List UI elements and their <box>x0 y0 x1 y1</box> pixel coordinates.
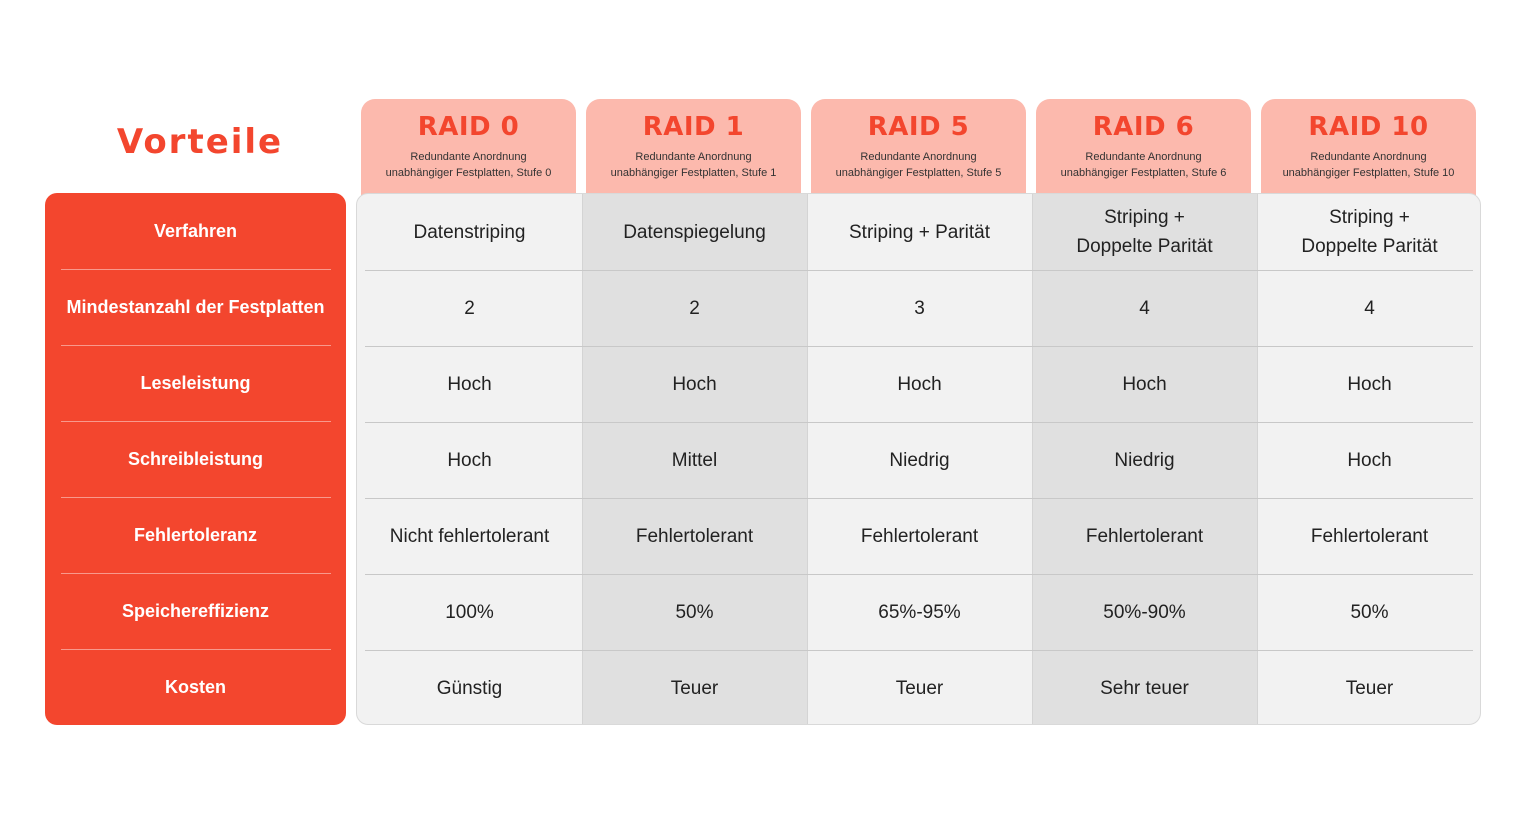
column-subtitle: Redundante Anordnung unabhängiger Festplatten, Stufe 1 <box>610 151 777 179</box>
row-label: Speichereffizienz <box>121 600 270 621</box>
column-subtitle: Redundante Anordnung unabhängiger Festplatten, Stufe 5 <box>835 151 1002 179</box>
column-header <box>361 99 576 196</box>
table-cell: 65%-95% <box>878 601 961 623</box>
page-title: Vorteile <box>116 122 284 162</box>
table-cell: Mittel <box>671 449 718 471</box>
table-cell: Hoch <box>1347 373 1392 395</box>
table-cell: Nicht fehlertolerant <box>389 525 550 547</box>
table-cell: Fehlertolerant <box>1310 525 1429 547</box>
column-header <box>811 99 1026 196</box>
table-cell: Hoch <box>897 373 942 395</box>
column-header <box>1036 99 1251 196</box>
column-title: RAID 6 <box>1092 112 1195 142</box>
table-cell: 4 <box>1364 297 1375 319</box>
table-cell: Niedrig <box>1114 449 1175 471</box>
table-cell: Fehlertolerant <box>635 525 754 547</box>
column-title: RAID 1 <box>642 112 745 142</box>
table-cell: Günstig <box>436 677 503 699</box>
column-subtitle: Redundante Anordnung unabhängiger Festplatten, Stufe 0 <box>385 151 552 179</box>
table-cell: Datenstriping <box>413 221 526 243</box>
table-cell: Hoch <box>1122 373 1167 395</box>
row-label: Verfahren <box>153 220 238 241</box>
column-header <box>1261 99 1476 196</box>
table-cell: 4 <box>1139 297 1150 319</box>
table-cell: Teuer <box>670 677 719 699</box>
table-cell: Fehlertolerant <box>1085 525 1204 547</box>
table-cell: Striping + Doppelte Parität <box>1076 207 1213 257</box>
table-cell: Hoch <box>447 449 492 471</box>
table-cell: Hoch <box>447 373 492 395</box>
table-cell: Datenspiegelung <box>623 221 766 243</box>
table-cell: Striping + Parität <box>849 221 990 243</box>
row-label-panel <box>45 193 346 725</box>
table-cell: Striping + Doppelte Parität <box>1301 207 1438 257</box>
table-cell: Hoch <box>1347 449 1392 471</box>
table-cell: 3 <box>914 297 925 319</box>
table-cell: Teuer <box>1345 677 1394 699</box>
row-label: Fehlertoleranz <box>133 524 258 545</box>
column-subtitle: Redundante Anordnung unabhängiger Festplatten, Stufe 10 <box>1282 151 1455 179</box>
row-label: Schreibleistung <box>127 448 264 469</box>
table-cell: Sehr teuer <box>1100 677 1189 699</box>
table-cell: Fehlertolerant <box>860 525 979 547</box>
table-cell: 50% <box>675 601 714 623</box>
column-title: RAID 0 <box>417 112 520 142</box>
column-title: RAID 5 <box>867 112 970 142</box>
table-cell: 2 <box>689 297 700 319</box>
table-cell: Niedrig <box>889 449 950 471</box>
row-label: Kosten <box>164 676 226 697</box>
table-cell: 50% <box>1350 601 1389 623</box>
row-label: Leseleistung <box>140 372 251 393</box>
row-label: Mindestanzahl der Festplatten <box>66 296 325 317</box>
comparison-table <box>356 193 1481 725</box>
table-cell: Hoch <box>672 373 717 395</box>
table-cell: 100% <box>445 601 494 623</box>
column-subtitle: Redundante Anordnung unabhängiger Festplatten, Stufe 6 <box>1060 151 1227 179</box>
table-cell: 50%-90% <box>1103 601 1186 623</box>
table-cell: Teuer <box>895 677 944 699</box>
column-title: RAID 10 <box>1308 112 1429 142</box>
column-header <box>586 99 801 196</box>
table-cell: 2 <box>464 297 475 319</box>
